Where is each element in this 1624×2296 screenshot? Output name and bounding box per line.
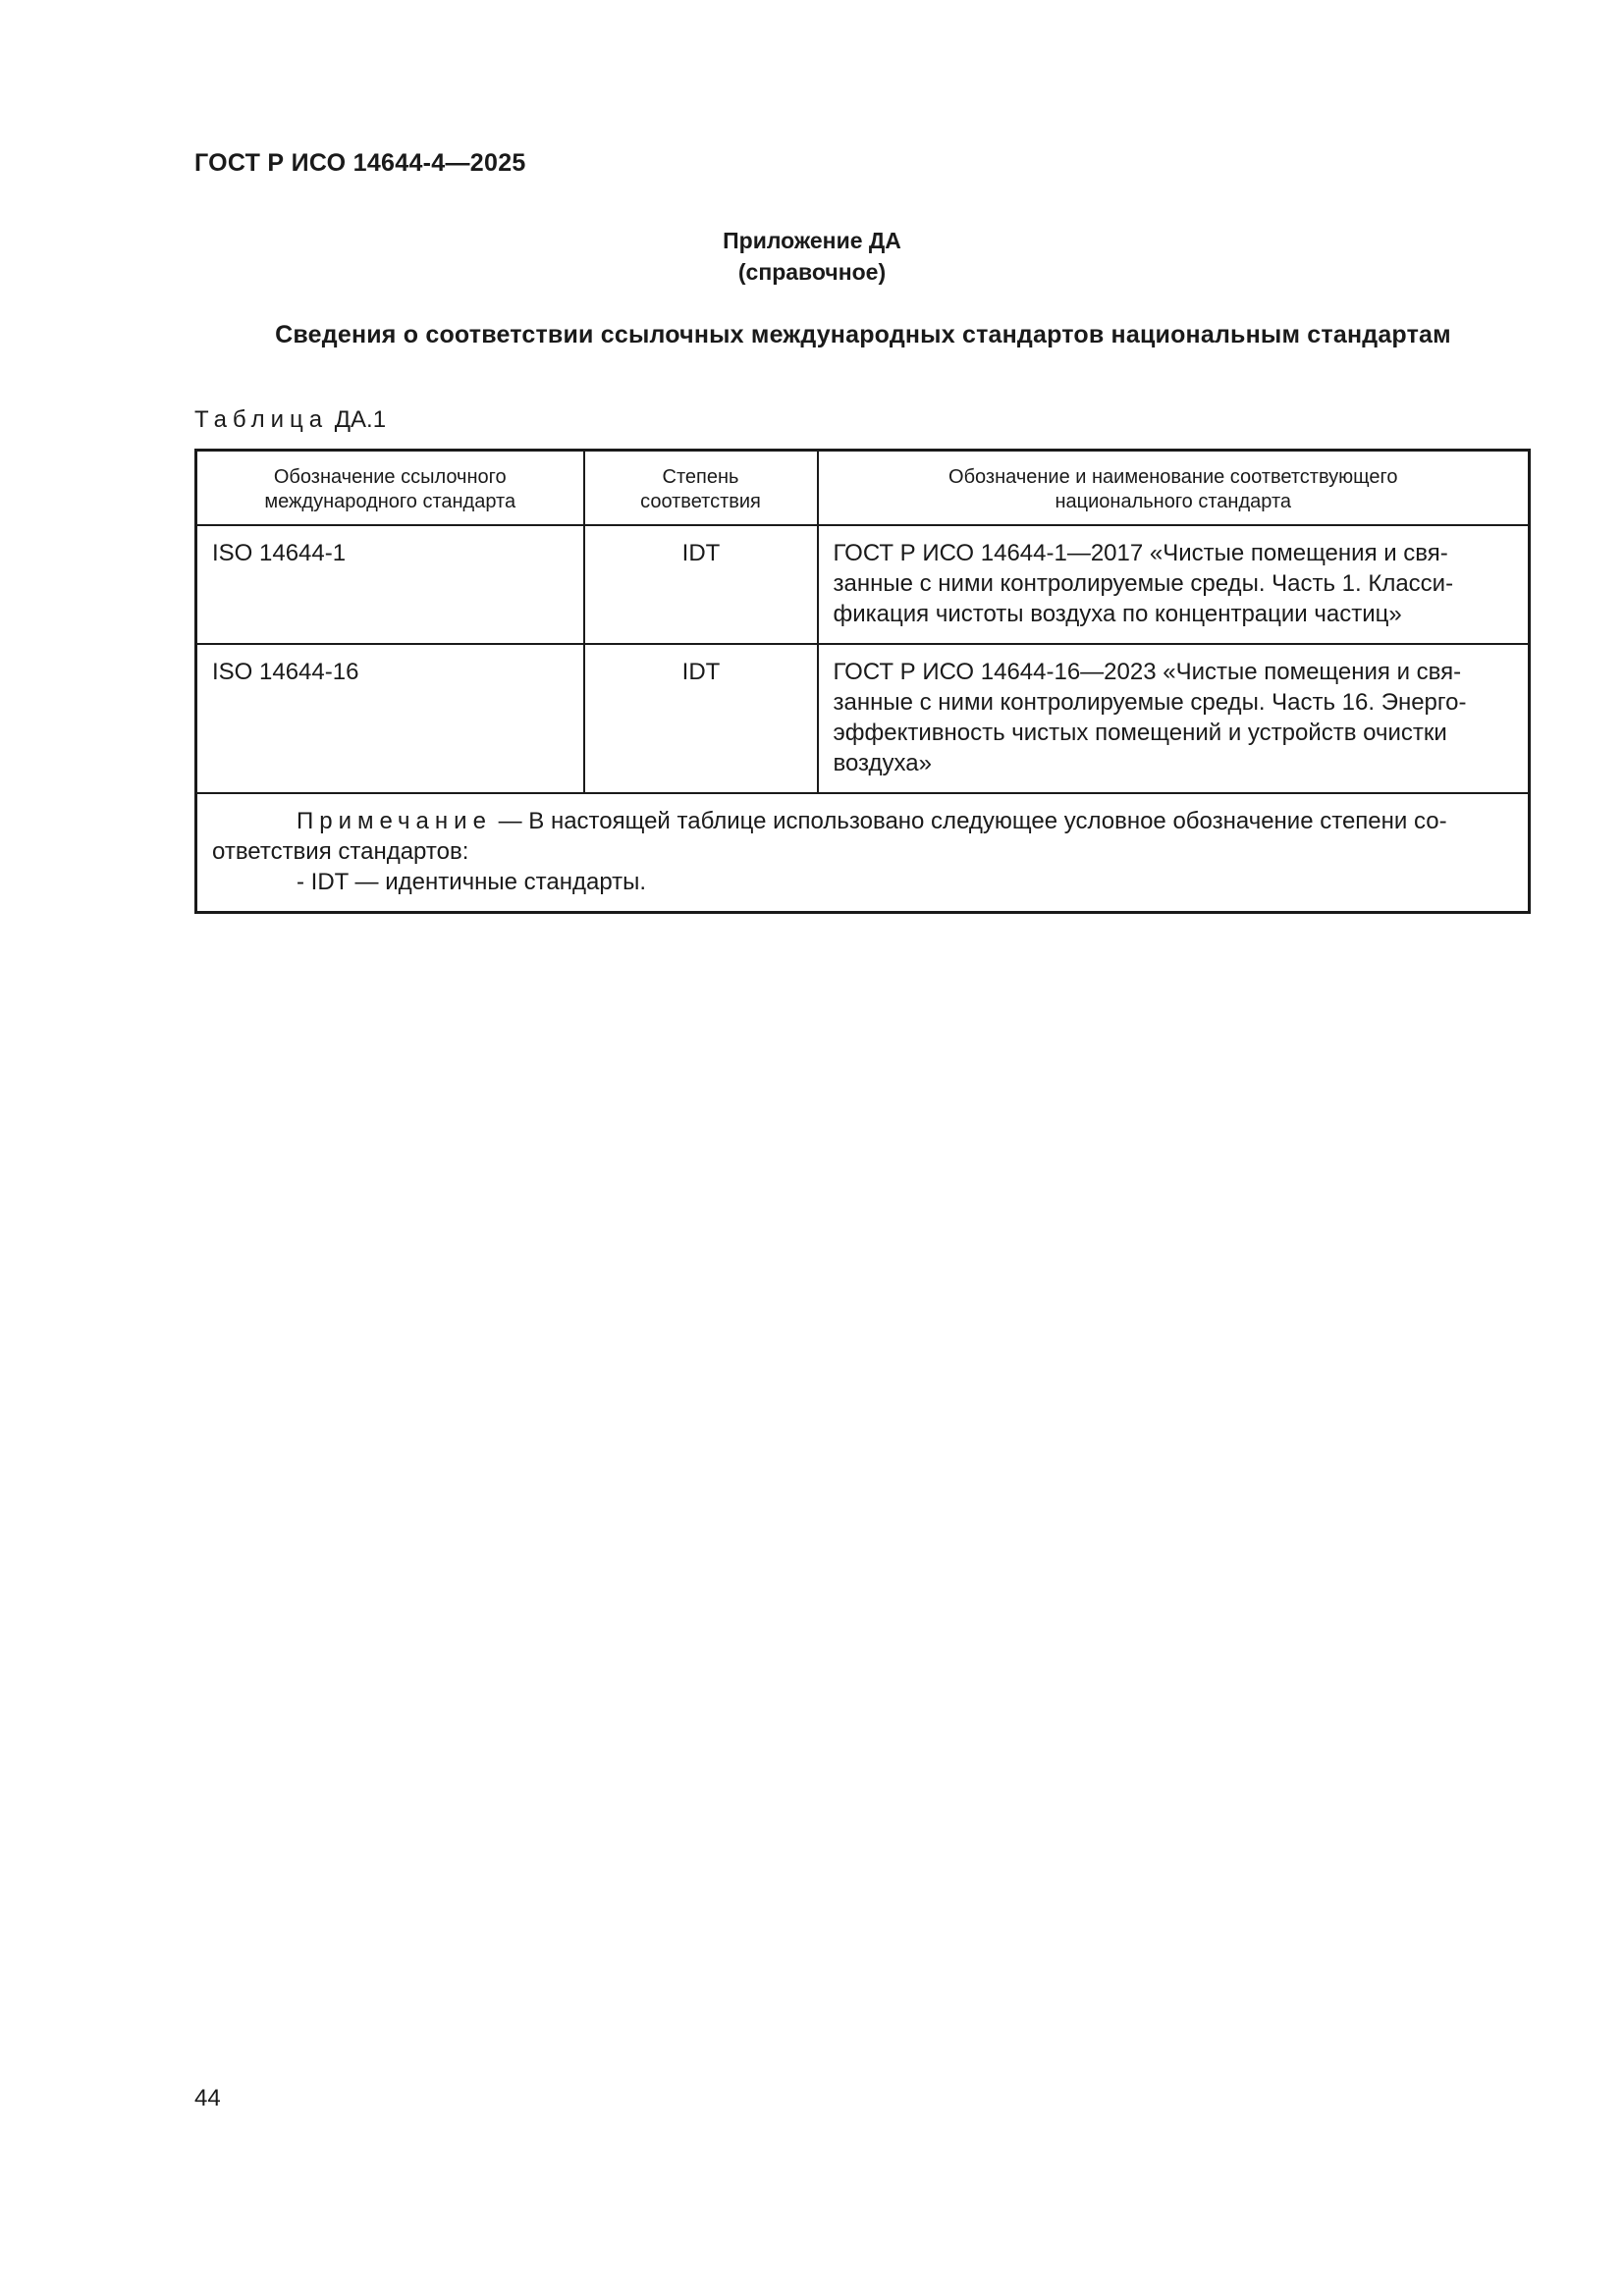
cell-degree: IDT — [584, 644, 818, 793]
header-international-standard: Обозначение ссылочного международного стандарта — [196, 451, 584, 526]
table-note-row — [196, 793, 1530, 913]
note-dash: — — [498, 808, 522, 834]
table-caption-number: ДА.1 — [334, 406, 387, 433]
standards-table — [194, 449, 1531, 914]
page-number: 44 — [194, 2085, 221, 2111]
cell-international-standard: ISO 14644-16 — [196, 644, 584, 793]
document-header: ГОСТ Р ИСО 14644-4—2025 — [194, 149, 526, 177]
appendix-title: Приложение ДА — [723, 228, 901, 253]
table-caption-word: Таблица — [194, 406, 329, 433]
cell-international-standard: ISO 14644-1 — [196, 525, 584, 644]
table-row — [196, 525, 1530, 644]
cell-national-standard: ГОСТ Р ИСО 14644-16—2023 «Чистые помещения и свя- занные с ними контролируемые среды. Часть 16. Энерго- эффективность чистых помещений и устройств очистки воздуха» — [818, 644, 1530, 793]
note-item: - IDT — идентичные стандарты. — [297, 869, 647, 895]
note-label: Примечание — [297, 808, 492, 834]
section-title: Сведения о соответствии ссылочных международных стандартов национальным стандартам — [275, 321, 1451, 348]
header-national-standard: Обозначение и наименование соответствующего национального стандарта — [818, 451, 1530, 526]
cell-degree: IDT — [584, 525, 818, 644]
header-degree-of-conformity: Степень соответствия — [584, 451, 818, 526]
note-text-line1: В настоящей таблице использовано следующее условное обозначение степени со- — [528, 808, 1447, 834]
table-row — [196, 644, 1530, 793]
cell-national-standard: ГОСТ Р ИСО 14644-1—2017 «Чистые помещения и свя- занные с ними контролируемые среды. Часть 1. Класси- фикация чистоты воздуха по концентрации частиц» — [818, 525, 1530, 644]
table-note — [196, 793, 1530, 913]
appendix-type: (справочное) — [737, 259, 887, 285]
table-caption — [194, 406, 386, 434]
note-text-line2: ответствия стандартов: — [212, 838, 469, 865]
table-header-row — [196, 451, 1530, 526]
